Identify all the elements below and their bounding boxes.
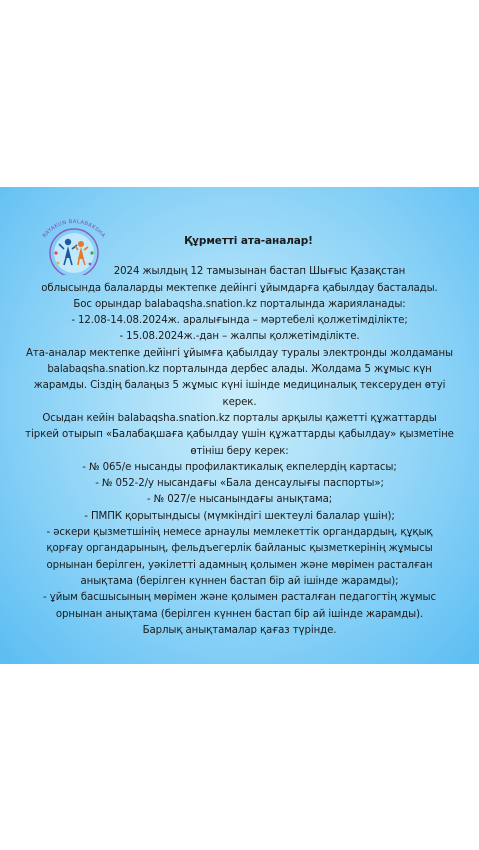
text-line: Бос орындар balabaqsha.snation.kz порталында жарияланады:: [73, 298, 406, 310]
text-line: Осыдан кейін balabaqsha.snation.kz порталы арқылы қажетті құжаттарды: [42, 412, 437, 424]
text-line: Барлық анықтамалар қағаз түрінде.: [142, 624, 337, 636]
announcement-panel: [0, 187, 479, 664]
text-line: орнынан берілген, уәкілетті адамның қолымен және мөрімен расталған: [46, 559, 433, 571]
text-line: - № 027/е нысанындағы анықтама;: [146, 494, 333, 506]
text-line: - ұйым басшысының мөрімен және қолымен расталған педагогтің жұмыс: [43, 592, 436, 604]
text-line: - 12.08-14.08.2024ж. аралығында – мәртебелі қолжетімділікте;: [71, 315, 408, 327]
text-line: Ата-аналар мектепке дейінгі ұйымға қабылдау туралы электронды жолдаманы: [26, 347, 453, 359]
text-line: облысында балаларды мектепке дейінгі ұйымдарға қабылдау басталады.: [41, 282, 438, 294]
text-line: 2024 жылдың 12 тамызынан бастап Шығыс Қазақстан: [113, 266, 406, 278]
text-line: өтініш беру керек:: [190, 445, 289, 457]
text-line: орнынан анықтама (берілген күннен бастап бір ай ішінде жарамды).: [55, 608, 424, 620]
text-line: қорғау органдарының, фельдъегерлік байланыс қызметкерінің жұмысы: [46, 543, 433, 555]
text-line: - № 052-2/у нысандағы «Бала денсаулығы паспорты»;: [95, 478, 384, 490]
logo-text: RAYAKUN BALABAKSHA: [41, 218, 107, 240]
text-line: - 15.08.2024ж.-дан – жалпы қолжетімділікте.: [119, 331, 360, 343]
page-title: Құрметті ата-аналар!: [184, 235, 313, 247]
text-line: анықтама (берілген күннен бастап бір ай ішінде жарамды);: [80, 575, 399, 587]
text-line: тіркей отырып «Балабақшаға қабылдау үшін құжаттарды қабылдау» қызметіне: [25, 429, 454, 441]
text-line: - әскери қызметшінің немесе арнаулы мемлекеттік органдардың, құқық: [46, 527, 433, 539]
text-line: balabaqsha.snation.kz порталында дербес алады. Жолдама 5 жұмыс күн: [47, 364, 432, 376]
text-line: - ПМПК қорытындысы (мүмкіндігі шектеулі балалар үшін);: [84, 510, 395, 522]
text-line: керек.: [222, 396, 257, 408]
text-line: жарамды. Сіздің балаңыз 5 жұмыс күні ішінде медициналық тексеруден өтуі: [33, 380, 446, 392]
text-line: - № 065/е нысанды профилактикалық екпелердің картасы;: [82, 461, 397, 473]
announcement-text: [12, 233, 467, 639]
